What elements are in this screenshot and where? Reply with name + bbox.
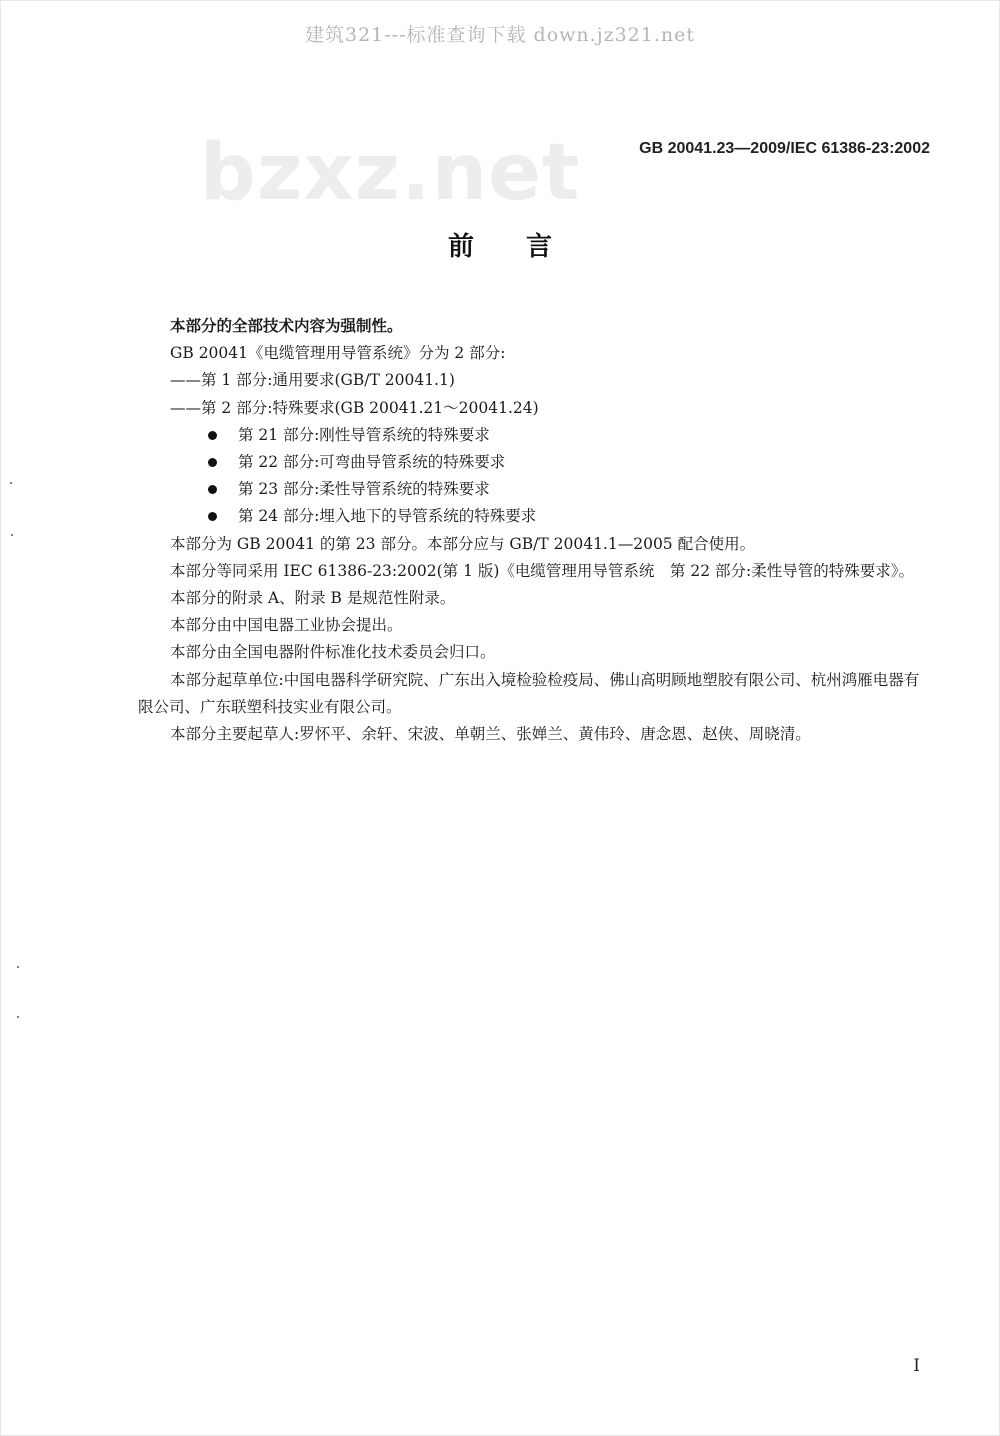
list-item-text: 第 23 部分:柔性导管系统的特殊要求 <box>238 480 490 499</box>
site-header: 建筑321---标准查询下载 down.jz321.net <box>304 24 696 46</box>
list-item-text: 第 24 部分:埋入地下的导管系统的特殊要求 <box>238 507 537 526</box>
watermark: bzxz.net <box>200 128 581 218</box>
paragraph-drafting-units: 本部分起草单位:中国电器科学研究院、广东出入境检验检疫局、佛山高明顾地塑胶有限公司、杭州鸿雁电器有限公司、广东联塑科技实业有限公司。 <box>138 670 920 716</box>
standard-number: GB 20041.23—2009/IEC 61386-23:2002 <box>639 140 930 157</box>
paragraph-part-2: ——第 2 部分:特殊要求(GB 20041.21～20041.24) <box>170 398 539 417</box>
bullet-icon <box>208 431 217 440</box>
list-item <box>138 422 933 449</box>
list-item <box>138 503 933 530</box>
section-title: 前言 <box>447 232 604 262</box>
list-item <box>138 449 933 476</box>
paragraph-iec-adoption: 本部分等同采用 IEC 61386-23:2002(第 1 版)《电缆管理用导管系统 第 22 部分:柔性导管的特殊要求》。 <box>170 561 914 580</box>
scan-speck <box>17 966 19 968</box>
scan-speck <box>17 1016 19 1018</box>
page-number: I <box>913 1356 920 1376</box>
paragraph-part-1: ——第 1 部分:通用要求(GB/T 20041.1) <box>170 371 455 390</box>
scan-speck <box>11 534 13 536</box>
paragraph-proposer: 本部分由中国电器工业协会提出。 <box>170 616 403 635</box>
bullet-icon <box>208 485 217 494</box>
paragraph-annexes: 本部分的附录 A、附录 B 是规范性附录。 <box>170 589 456 608</box>
bullet-icon <box>208 512 217 521</box>
list-item <box>138 476 933 503</box>
paragraph-drafters: 本部分主要起草人:罗怀平、余轩、宋波、单朝兰、张婵兰、黄伟玲、唐念恩、赵侠、周晓清。 <box>170 725 811 744</box>
paragraph-mandatory: 本部分的全部技术内容为强制性。 <box>170 317 403 335</box>
list-item-text: 第 22 部分:可弯曲导管系统的特殊要求 <box>238 453 506 472</box>
paragraph-committee: 本部分由全国电器附件标准化技术委员会归口。 <box>170 643 496 662</box>
foreword-body <box>138 313 933 748</box>
bullet-icon <box>208 458 217 467</box>
list-item-text: 第 21 部分:刚性导管系统的特殊要求 <box>238 425 490 444</box>
paragraph-part-23: 本部分为 GB 20041 的第 23 部分。本部分应与 GB/T 20041.1—2005 配合使用。 <box>170 534 756 553</box>
scan-speck <box>10 482 12 484</box>
paragraph-parts-intro: GB 20041《电缆管理用导管系统》分为 2 部分: <box>170 344 506 363</box>
